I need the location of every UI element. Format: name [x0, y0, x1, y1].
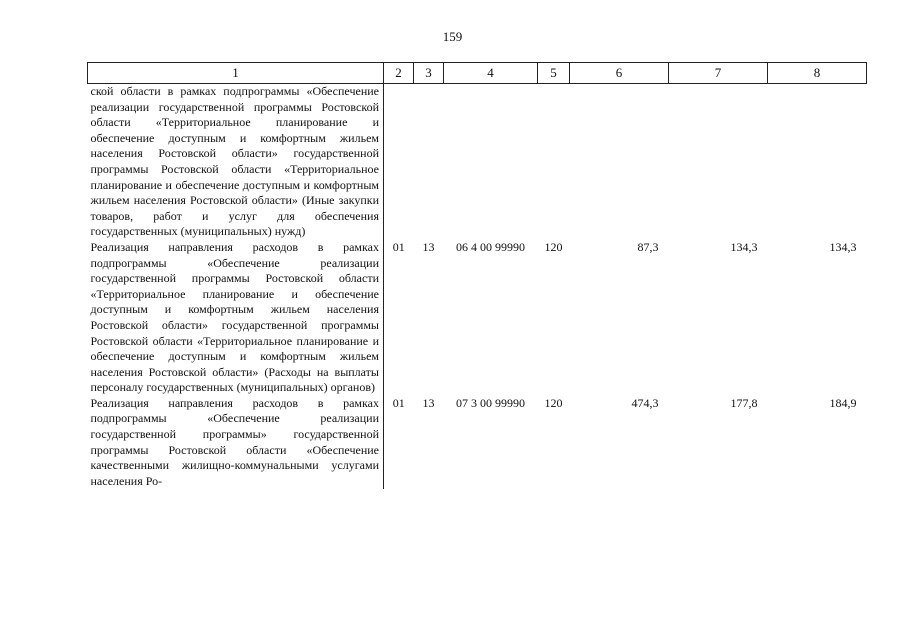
cell-subsection: 13: [422, 239, 435, 254]
cell-amount-col7: 134,3: [730, 239, 758, 254]
table-row: [88, 84, 867, 240]
row-description: ской области в рамках подпрограммы «Обеспечение реализации государственной программы Ростовской области «Территориальное планирование и обеспечение доступным и комфортным жильем населения Ростовской области» государственной программы Ростовской области «Территориальное планирование и обеспечение доступным и комфортным жильем населения Ростовской области» (Иные закупки товаров, работ и услуг для обеспечения государственных (муниципальных) нужд): [88, 84, 384, 240]
cell-section: 01: [392, 239, 405, 254]
column-header: 8: [768, 63, 867, 84]
cell-section: 01: [392, 395, 405, 410]
cell-expense-type: 120: [544, 395, 563, 410]
cell-amount-col8: 184,9: [829, 395, 857, 410]
column-header-row: [88, 63, 867, 84]
cell-amount-col6: 87,3: [637, 239, 659, 254]
row-description: Реализация направления расходов в рамках подпрограммы «Обеспечение реализации государственной программы» государственной программы Ростовской области «Обеспечение качественными жилищно-коммунальными услугами населения Ро-: [88, 396, 384, 490]
column-header: 6: [570, 63, 669, 84]
column-header: 5: [538, 63, 570, 84]
cell-amount-col7: [669, 84, 768, 240]
cell-expense-type: 120: [544, 239, 563, 254]
cell-subsection: 13: [422, 395, 435, 410]
column-header: 7: [669, 63, 768, 84]
column-header: 3: [414, 63, 444, 84]
cell-target-article: [444, 84, 538, 240]
cell-expense-type: [538, 84, 570, 240]
cell-amount-col7: 177,8: [730, 395, 758, 410]
column-header: 2: [384, 63, 414, 84]
cell-amount-col6: [570, 84, 669, 240]
table-row: [88, 240, 867, 396]
cell-subsection: [414, 84, 444, 240]
table-row: [88, 396, 867, 490]
cell-section: [384, 84, 414, 240]
budget-table: [87, 62, 867, 489]
row-description: Реализация направления расходов в рамках подпрограммы «Обеспечение реализации государственной программы Ростовской области «Территориальное планирование и обеспечение доступным и комфортным жильем населения Ростовской области» государственной программы Ростовской области «Территориальное планирование и обеспечение доступным и комфортным жильем населения Ростовской области» (Расходы на выплаты персоналу государственных (муниципальных) органов): [88, 240, 384, 396]
cell-amount-col8: [768, 84, 867, 240]
cell-target-article: 06 4 00 99990: [456, 239, 525, 254]
cell-target-article: 07 3 00 99990: [456, 395, 525, 410]
cell-amount-col8: 134,3: [829, 239, 857, 254]
column-header: 1: [88, 63, 384, 84]
column-header: 4: [444, 63, 538, 84]
page-number: 159: [442, 29, 463, 44]
cell-amount-col6: 474,3: [631, 395, 659, 410]
